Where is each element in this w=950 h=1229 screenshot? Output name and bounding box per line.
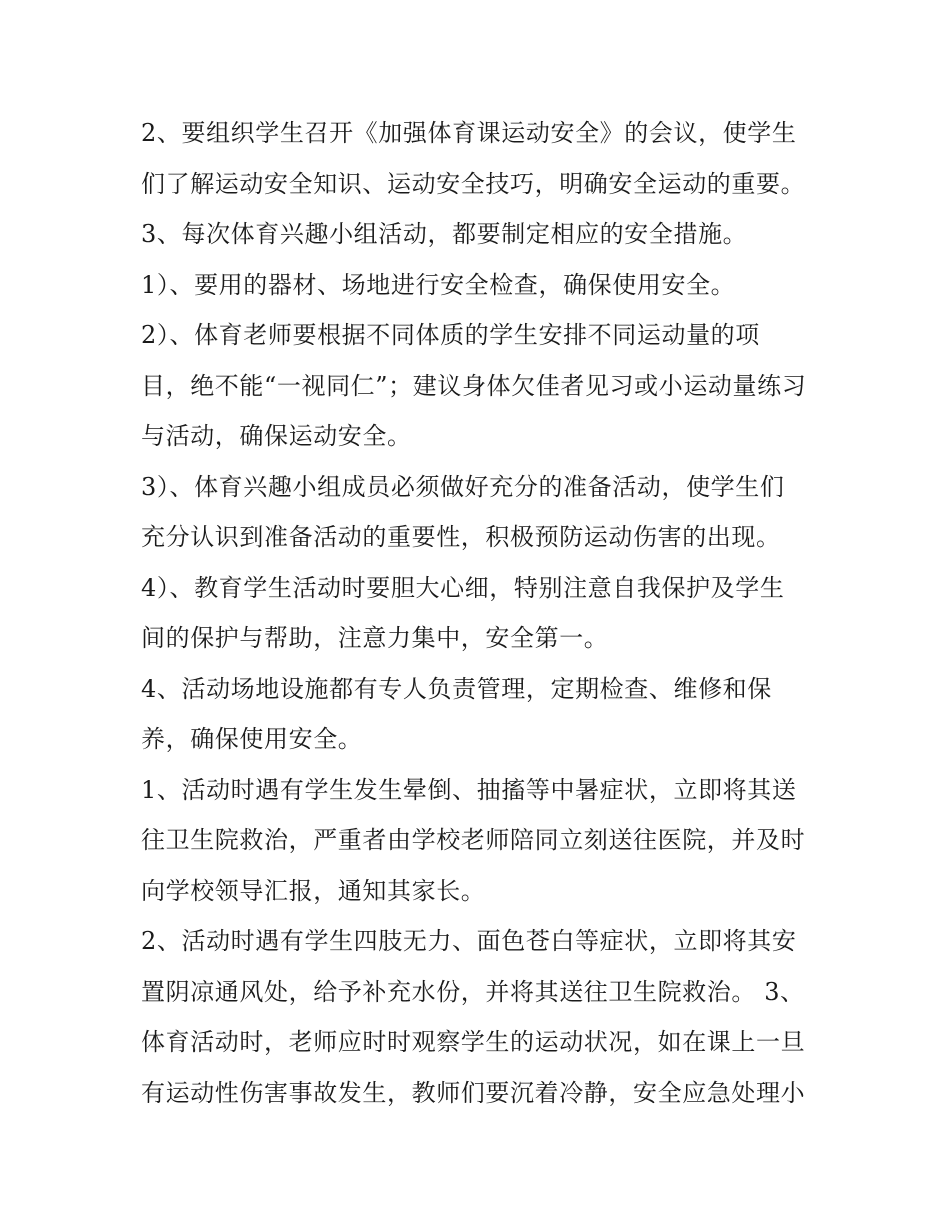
text-line: 目，绝不能“一视同仁”；建议身体欠佳者见习或小运动量练习 bbox=[141, 371, 807, 400]
text-line: 4、活动场地设施都有专人负责管理，定期检查、维修和保 bbox=[141, 674, 772, 703]
text-line: 4）、教育学生活动时要胆大心细，特别注意自我保护及学生 bbox=[141, 573, 785, 602]
text-line: 向学校领导汇报，通知其家长。 bbox=[141, 876, 486, 905]
text-line: 充分认识到准备活动的重要性，积极预防运动伤害的出现。 bbox=[141, 523, 781, 551]
text-line: 置阴凉通风处，给予补充水份，并将其送往卫生院救治。 3、 bbox=[141, 977, 805, 1006]
text-line: 们了解运动安全知识、运动安全技巧，明确安全运动的重要。 bbox=[141, 169, 806, 198]
text-line: 3）、体育兴趣小组成员必须做好充分的准备活动，使学生们 bbox=[141, 472, 785, 501]
text-line: 间的保护与帮助，注意力集中，安全第一。 bbox=[141, 624, 609, 652]
document-body bbox=[141, 108, 821, 1118]
text-line: 2）、体育老师要根据不同体质的学生安排不同运动量的项 bbox=[141, 321, 760, 349]
text-line: 3、每次体育兴趣小组活动，都要制定相应的安全措施。 bbox=[141, 220, 748, 248]
text-line: 1、活动时遇有学生发生晕倒、抽搐等中暑症状，立即将其送 bbox=[141, 775, 797, 804]
text-line: 养，确保使用安全。 bbox=[141, 725, 363, 753]
text-line: 2、要组织学生召开《加强体育课运动安全》的会议，使学生 bbox=[141, 119, 797, 147]
text-line: 有运动性伤害事故发生，教师们要沉着冷静，安全应急处理小 bbox=[141, 1078, 806, 1107]
text-line: 体育活动时，老师应时时观察学生的运动状况，如在课上一旦 bbox=[141, 1028, 806, 1056]
text-line: 2、活动时遇有学生四肢无力、面色苍白等症状，立即将其安 bbox=[141, 927, 797, 955]
text-line: 往卫生院救治，严重者由学校老师陪同立刻送往医院，并及时 bbox=[141, 826, 806, 854]
text-line: 与活动，确保运动安全。 bbox=[141, 422, 412, 450]
text-line: 1）、要用的器材、场地进行安全检查，确保使用安全。 bbox=[141, 270, 736, 299]
